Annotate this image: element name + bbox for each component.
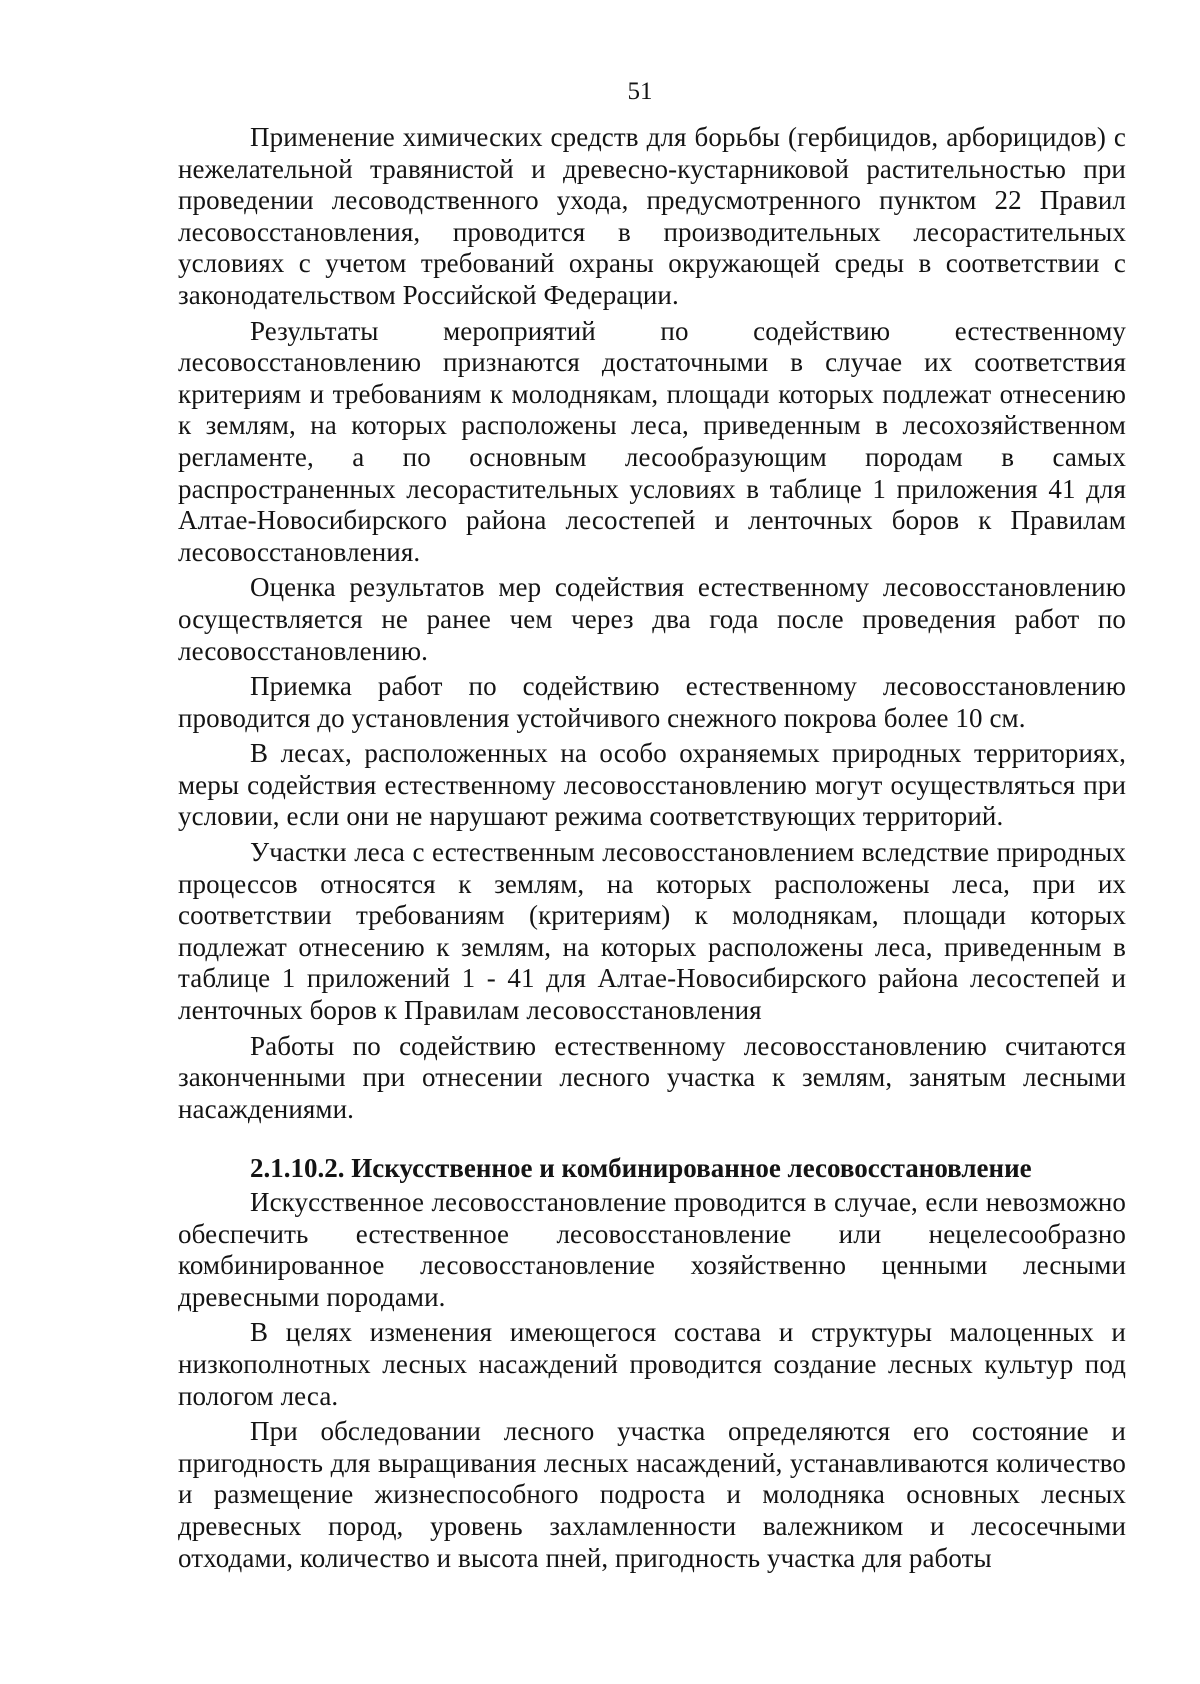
paragraph-site-survey: При обследовании лесного участка определяются его состояние и пригодность для выращивания лесных насаждений, устанавливаются количество и размещение жизнеспособного подроста и молодняка основных лесных древесных пород, уровень захламленности валежником и лесосечными отходами, количество и высота пней, пригодность участка для работы — [178, 1416, 1126, 1573]
paragraph-natural-plots: Участки леса с естественным лесовосстановлением вследствие природных процессов относятся к землям, на которых расположены леса, при их соответствии требованиям (критериям) к молоднякам, площади которых подлежат отнесению к землям, на которых расположены леса, приведенным в таблице 1 приложений 1 - 41 для Алтае-Новосибирского района лесостепей и ленточных боров к Правилам лесовосстановления — [178, 837, 1126, 1026]
paragraph-protected-areas: В лесах, расположенных на особо охраняемых природных территориях, меры содействия естественному лесовосстановлению могут осуществляться при условии, если они не нарушают режима соответствующих территорий. — [178, 738, 1126, 832]
paragraph-acceptance: Приемка работ по содействию естественному лесовосстановлению проводится до установления устойчивого снежного покрова более 10 см. — [178, 671, 1126, 733]
paragraph-artificial-reforestation: Искусственное лесовосстановление проводится в случае, если невозможно обеспечить естественное лесовосстановление или нецелесообразно комбинированное лесовосстановление хозяйственно ценными лесными древесными породами. — [178, 1187, 1126, 1312]
section-spacer — [178, 1129, 1126, 1153]
section-heading: 2.1.10.2. Искусственное и комбинированное лесовосстановление — [250, 1153, 1032, 1184]
paragraph-underplanting: В целях изменения имеющегося состава и структуры малоценных и низкополнотных лесных насаждений проводится создание лесных культур под пологом леса. — [178, 1317, 1126, 1411]
paragraph-results-criteria: Результаты мероприятий по содействию естественному лесовосстановлению признаются достаточными в случае их соответствия критериям и требованиям к молоднякам, площади которых подлежат отнесению к землям, на которых расположены леса, приведенным в лесохозяйственном регламенте, а по основным лесообразующим породам в самых распространенных лесорастительных условиях в таблице 1 приложения 41 для Алтае-Новосибирского района лесостепей и ленточных боров к Правилам лесовосстановления. — [178, 315, 1126, 567]
paragraph-assessment: Оценка результатов мер содействия естественному лесовосстановлению осуществляется не ранее чем через два года после проведения работ по лесовосстановлению. — [178, 572, 1126, 666]
page-number: 51 — [627, 78, 653, 105]
document-body — [178, 122, 1126, 1578]
paragraph-herbicides: Применение химических средств для борьбы (гербицидов, арборицидов) с нежелательной травянистой и древесно-кустарниковой растительностью при проведении лесоводственного ухода, предусмотренного пунктом 22 Правил лесовосстановления, проводится в производительных лесорастительных условиях с учетом требований охраны окружающей среды в соответствии с законодательством Российской Федерации. — [178, 122, 1126, 310]
paragraph-works-completed: Работы по содействию естественному лесовосстановлению считаются законченными при отнесении лесного участка к землям, занятым лесными насаждениями. — [178, 1030, 1126, 1124]
